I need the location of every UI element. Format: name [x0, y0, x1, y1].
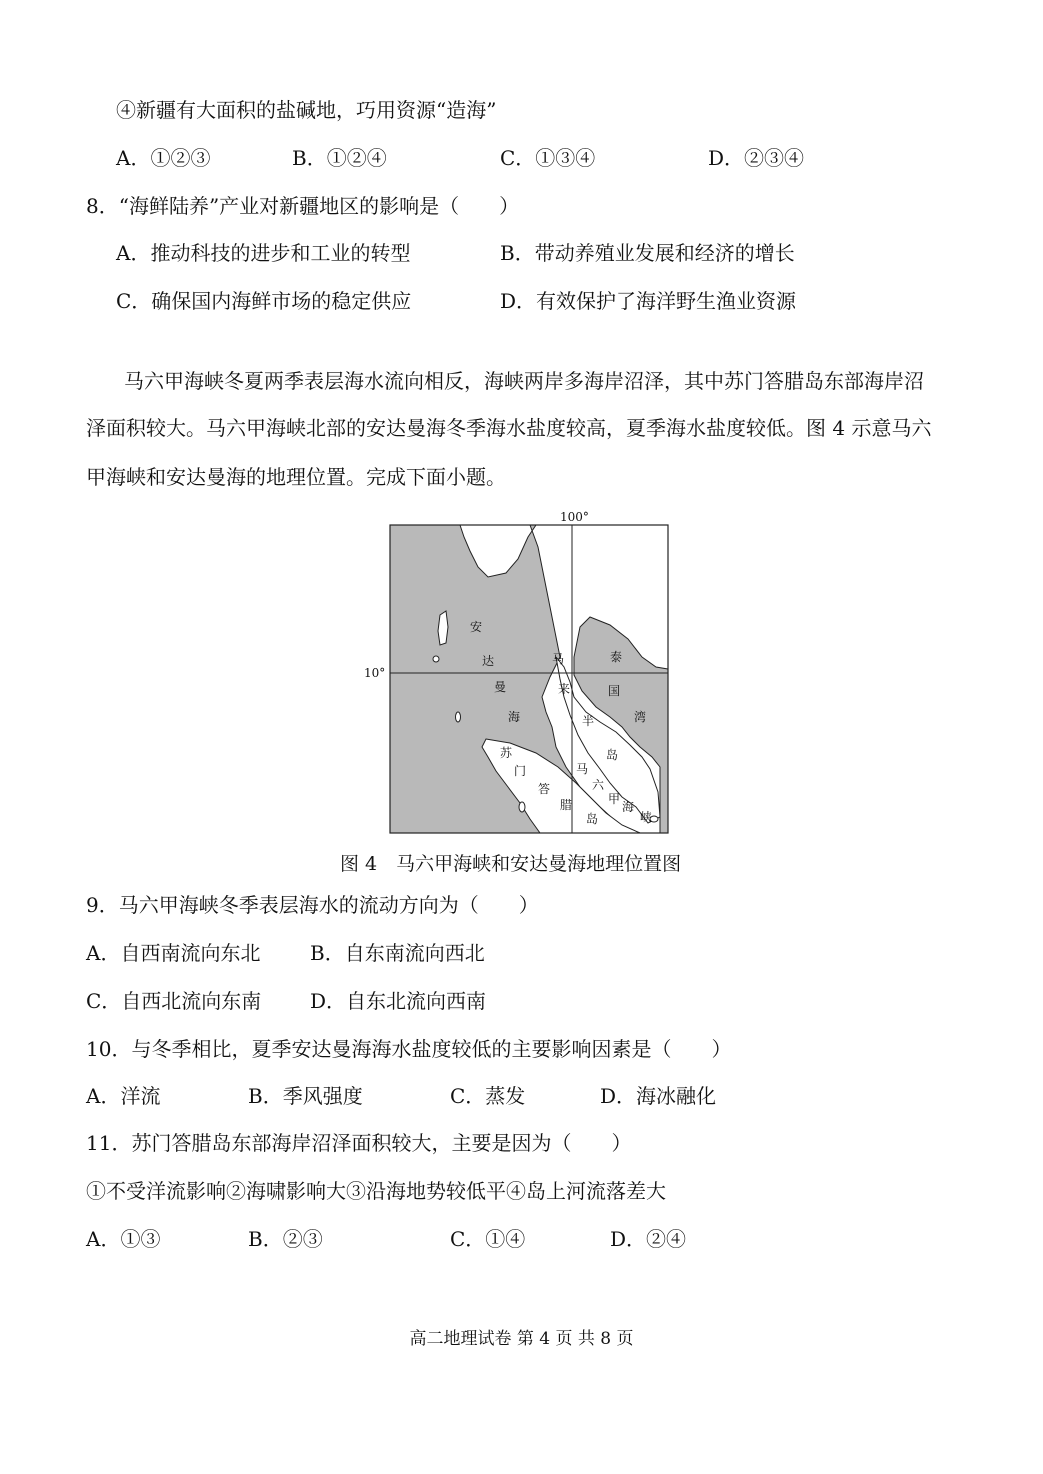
label-strait-2: 六 [592, 778, 605, 792]
label-sumatra-1: 苏 [500, 746, 513, 760]
figure-caption: 图 4 马六甲海峡和安达曼海地理位置图 [340, 853, 682, 875]
map-svg [360, 507, 680, 837]
q7-option-c: C．①③④ [500, 146, 596, 170]
label-andaman-4: 海 [508, 710, 521, 724]
q8-option-b: B．带动养殖业发展和经济的增长 [500, 241, 795, 265]
label-sumatra-3: 答 [538, 782, 551, 796]
label-gulf-1: 泰 [610, 650, 623, 664]
q8-stem: 8．“海鲜陆养”产业对新疆地区的影响是（ ） [86, 194, 520, 218]
q10-option-b: B．季风强度 [248, 1084, 363, 1108]
label-gulf-3: 湾 [634, 710, 647, 724]
q11-stem: 11．苏门答腊岛东部海岸沼泽面积较大，主要是因为（ ） [86, 1131, 632, 1155]
q9-option-b: B．自东南流向西北 [310, 941, 485, 965]
label-andaman-3: 曼 [494, 680, 507, 694]
sumatra-islet [519, 802, 525, 812]
q7-option-a: A．①②③ [116, 146, 211, 170]
label-strait-4: 海 [622, 800, 635, 814]
q9-option-c: C．自西北流向东南 [86, 989, 262, 1013]
q10-option-d: D．海冰融化 [600, 1084, 717, 1108]
label-peninsula-4: 岛 [606, 748, 619, 762]
nicobar-island-2 [456, 712, 461, 722]
label-peninsula-1: 马 [552, 652, 565, 666]
q9-stem: 9．马六甲海峡冬季表层海水的流动方向为（ ） [86, 893, 539, 917]
page-footer: 高二地理试卷 第 4 页 共 8 页 [409, 1329, 634, 1349]
q11-items: ①不受洋流影响②海啸影响大③沿海地势较低平④岛上河流落差大 [86, 1179, 666, 1203]
label-sumatra-4: 腊 [560, 798, 573, 812]
label-peninsula-3: 半 [582, 714, 595, 728]
label-andaman-1: 安 [470, 620, 483, 634]
label-strait-5: 峡 [640, 810, 653, 824]
label-sumatra-5: 岛 [586, 812, 599, 826]
label-andaman-2: 达 [482, 654, 495, 668]
longitude-label: 100° [560, 510, 589, 524]
q9-option-a: A．自西南流向东北 [86, 941, 261, 965]
latitude-label: 10° [364, 666, 386, 680]
q11-option-d: D．②④ [610, 1227, 687, 1251]
q9-option-d: D．自东北流向西南 [310, 989, 487, 1013]
q8-option-c: C．确保国内海鲜市场的稳定供应 [116, 289, 412, 313]
passage-line-1: 马六甲海峡冬夏两季表层海水流向相反，海峡两岸多海岸沼泽，其中苏门答腊岛东部海岸沼 [124, 369, 924, 393]
label-peninsula-2: 来 [558, 682, 571, 696]
q11-option-c: C．①④ [450, 1227, 526, 1251]
q10-option-a: A．洋流 [86, 1084, 161, 1108]
label-gulf-2: 国 [608, 684, 621, 698]
q8-option-d: D．有效保护了海洋野生渔业资源 [500, 289, 797, 313]
andaman-islands [438, 611, 448, 645]
q7-option-d: D．②③④ [708, 146, 805, 170]
map-figure [360, 507, 680, 837]
q8-option-a: A．推动科技的进步和工业的转型 [116, 241, 411, 265]
label-strait-1: 马 [576, 762, 589, 776]
passage-line-3: 甲海峡和安达曼海的地理位置。完成下面小题。 [86, 465, 506, 489]
q10-option-c: C．蒸发 [450, 1084, 526, 1108]
nicobar-island-1 [433, 656, 439, 662]
q7-item4: ④新疆有大面积的盐碱地，巧用资源“造海” [116, 98, 497, 122]
label-strait-3: 甲 [608, 792, 621, 806]
label-sumatra-2: 门 [514, 764, 527, 778]
q10-stem: 10．与冬季相比，夏季安达曼海海水盐度较低的主要影响因素是（ ） [86, 1037, 732, 1061]
q11-option-a: A．①③ [86, 1227, 161, 1251]
q11-option-b: B．②③ [248, 1227, 323, 1251]
passage-line-2: 泽面积较大。马六甲海峡北部的安达曼海冬季海水盐度较高，夏季海水盐度较低。图 4 示意马六 [86, 416, 932, 440]
q7-option-b: B．①②④ [292, 146, 387, 170]
